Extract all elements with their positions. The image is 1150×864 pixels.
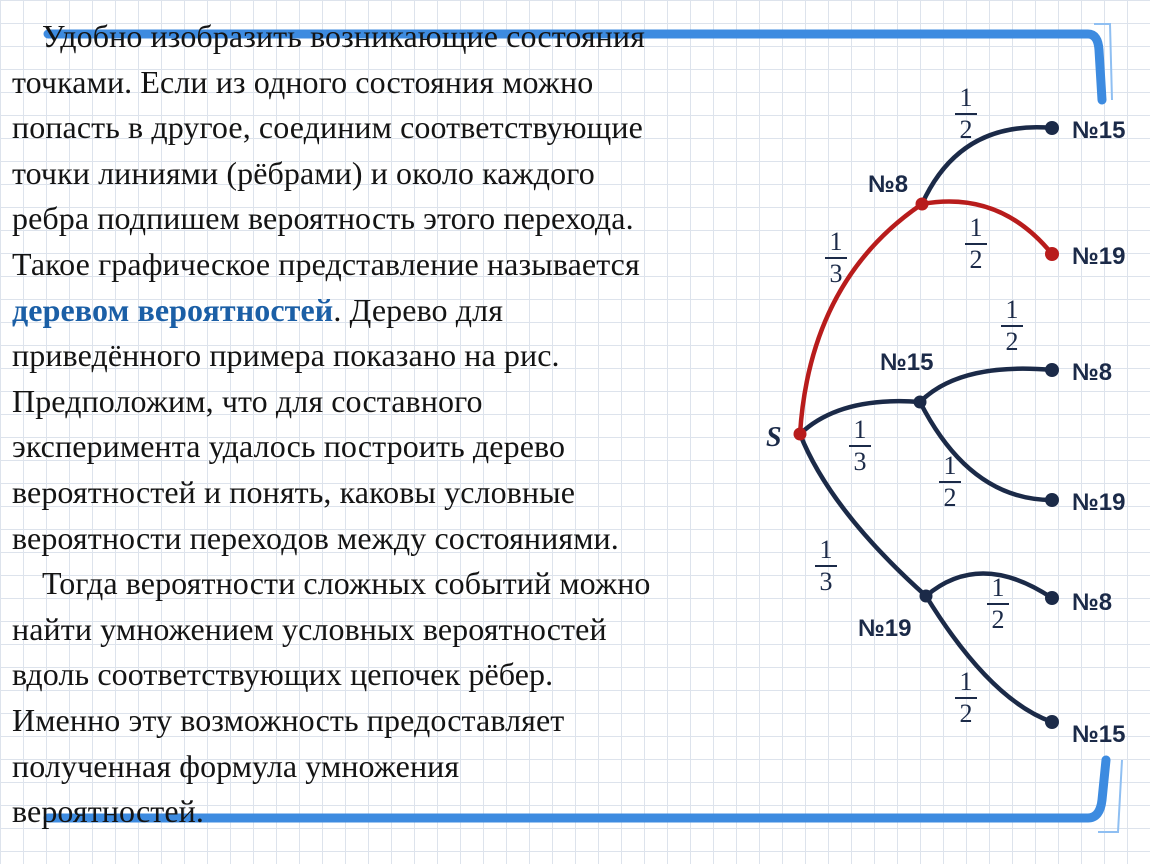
edge-prob-denominator: 3 — [853, 447, 867, 476]
text-line: точки линиями (рёбрами) и около каждого — [12, 154, 595, 191]
edge-prob-denominator: 3 — [829, 259, 843, 288]
text-line: найти умножением условных вероятностей — [12, 610, 607, 647]
text-line: ребра подпишем вероятность этого перехода. — [12, 200, 634, 237]
tree-node-label-n8: №8 — [868, 171, 909, 198]
edge-prob-numerator: 1 — [853, 415, 867, 444]
text-line: Предположим, что для составного — [12, 382, 483, 419]
tree-edge-n15-l3 — [920, 369, 1052, 402]
tree-node-label-l4: №19 — [1072, 489, 1126, 516]
text-line: точками. Если из одного состояния можно — [12, 63, 594, 100]
tree-node-l6 — [1045, 715, 1059, 729]
edge-prob-numerator: 1 — [1005, 295, 1019, 324]
text-line-with-term — [12, 288, 772, 334]
edge-prob-denominator: 2 — [943, 483, 957, 512]
tree-edge-n19-l6 — [926, 596, 1052, 722]
tree-node-label-l1: №15 — [1072, 117, 1126, 144]
text-line: Такое графическое представление называется — [12, 245, 640, 282]
tree-node-l3 — [1045, 363, 1059, 377]
tree-node-label-l2: №19 — [1072, 243, 1126, 270]
text-line: Тогда вероятности сложных событий можно — [42, 565, 651, 602]
edge-prob-denominator: 2 — [1005, 327, 1019, 356]
tree-node-label-n15: №15 — [880, 349, 934, 376]
text-line: Удобно изобразить возникающие состояния — [42, 18, 645, 54]
text-line: попасть в другое, соединим соответствующие — [12, 109, 643, 146]
tree-node-s — [794, 428, 807, 441]
edge-prob-denominator: 3 — [819, 567, 833, 596]
tree-node-label-l6: №15 — [1072, 721, 1126, 748]
edge-prob-denominator: 2 — [969, 245, 983, 274]
text-line: приведённого примера показано на рис. — [12, 337, 560, 374]
edge-prob-numerator: 1 — [959, 83, 973, 112]
tree-node-l2 — [1045, 247, 1059, 261]
probability-tree — [760, 80, 1150, 760]
text-line: полученная формула умножения — [12, 747, 460, 784]
body-text — [12, 14, 772, 835]
tree-edge-n15-l4 — [920, 402, 1052, 500]
edge-prob-denominator: 2 — [959, 699, 973, 728]
tree-node-label-l5: №8 — [1072, 589, 1113, 616]
edge-prob-numerator: 1 — [829, 227, 843, 256]
edge-prob-denominator: 2 — [991, 605, 1005, 634]
term-tail: . Дерево для — [333, 291, 504, 328]
tree-node-n19 — [920, 590, 933, 603]
tree-node-label-l3: №8 — [1072, 359, 1113, 386]
text-line: вероятностей. — [12, 793, 204, 830]
edge-prob-numerator: 1 — [991, 573, 1005, 602]
tree-node-label-s: S — [766, 422, 782, 453]
text-line: вдоль соответствующих цепочек рёбер. — [12, 656, 554, 693]
text-line: вероятностей и понять, каковы условные — [12, 473, 576, 510]
edge-prob-denominator: 2 — [959, 115, 973, 144]
edge-prob-numerator: 1 — [943, 451, 957, 480]
edge-prob-numerator: 1 — [959, 667, 973, 696]
tree-node-label-n19: №19 — [858, 615, 912, 642]
tree-node-n15 — [914, 396, 927, 409]
tree-node-l1 — [1045, 121, 1059, 135]
text-line: эксперимента удалось построить дерево — [12, 428, 566, 465]
tree-node-n8 — [916, 198, 929, 211]
tree-node-l4 — [1045, 493, 1059, 507]
edge-prob-numerator: 1 — [819, 535, 833, 564]
tree-node-l5 — [1045, 591, 1059, 605]
edge-prob-numerator: 1 — [969, 213, 983, 242]
tree-edge-n8-l2 — [922, 201, 1052, 254]
text-line: вероятности переходов между состояниями. — [12, 519, 619, 556]
text-line: Именно эту возможность предоставляет — [12, 701, 565, 738]
tree-edge-n8-l1 — [922, 127, 1052, 204]
tree-edge-n19-l5 — [926, 573, 1052, 598]
highlighted-term: деревом вероятностей — [12, 291, 334, 328]
